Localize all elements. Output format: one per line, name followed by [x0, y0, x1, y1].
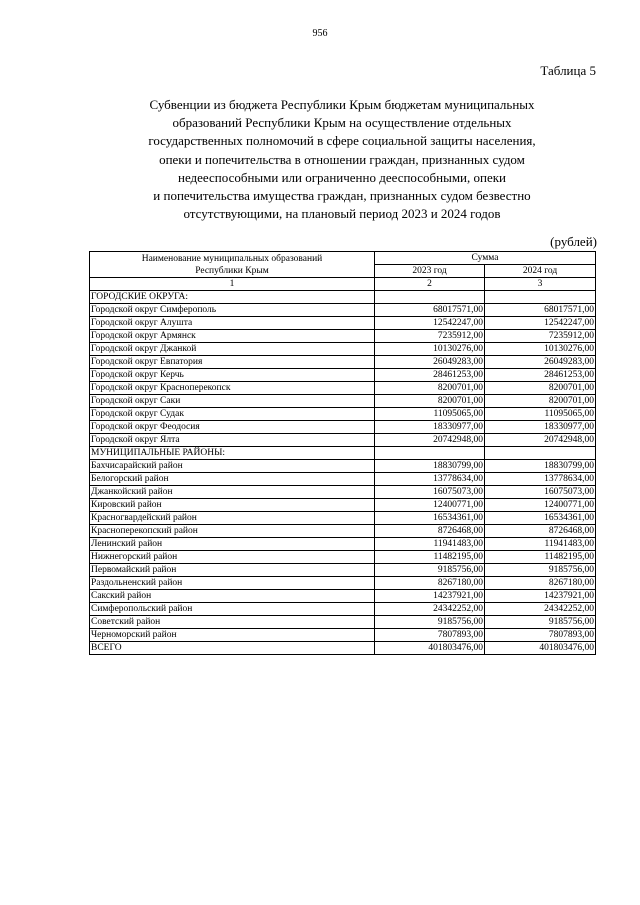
- row-2023-cell: 11482195,00: [375, 551, 485, 564]
- row-2023-cell: 7235912,00: [375, 330, 485, 343]
- title-line: образований Республики Крым на осуществление отдельных: [172, 115, 512, 131]
- row-2023-cell: 18830799,00: [375, 460, 485, 473]
- row-2023-cell: 16534361,00: [375, 512, 485, 525]
- row-name-cell: Городской округ Симферополь: [90, 304, 375, 317]
- row-2024-cell: 14237921,00: [485, 590, 596, 603]
- table-row: [90, 473, 596, 486]
- row-name-cell: Городской округ Феодосия: [90, 421, 375, 434]
- table-row: [90, 369, 596, 382]
- row-name-cell: Черноморский район: [90, 629, 375, 642]
- row-name-cell: Городской округ Армянск: [90, 330, 375, 343]
- row-2023-cell: 11095065,00: [375, 408, 485, 421]
- row-name-cell: Городской округ Ялта: [90, 434, 375, 447]
- row-2023-cell: 10130276,00: [375, 343, 485, 356]
- section-row: [90, 447, 596, 460]
- table-row: [90, 304, 596, 317]
- section-row: [90, 291, 596, 304]
- row-2023-cell: 24342252,00: [375, 603, 485, 616]
- row-2024-cell: 8200701,00: [485, 382, 596, 395]
- table-body: [90, 291, 596, 655]
- page-number: 956: [312, 28, 328, 39]
- row-2024-cell: 401803476,00: [485, 642, 596, 655]
- header-col-number: 2: [375, 278, 485, 291]
- table-row: [90, 499, 596, 512]
- row-2023-cell: 68017571,00: [375, 304, 485, 317]
- row-2024-cell: 68017571,00: [485, 304, 596, 317]
- table-row: [90, 486, 596, 499]
- section-urban-label: ГОРОДСКИЕ ОКРУГА:: [90, 291, 375, 304]
- table-row: [90, 460, 596, 473]
- row-2024-cell: 10130276,00: [485, 343, 596, 356]
- row-2023-cell: 14237921,00: [375, 590, 485, 603]
- row-2023-cell: 20742948,00: [375, 434, 485, 447]
- row-name-cell: Городской округ Джанкой: [90, 343, 375, 356]
- section-districts-label: МУНИЦИПАЛЬНЫЕ РАЙОНЫ:: [90, 447, 375, 460]
- header-sum: Сумма: [375, 252, 596, 265]
- row-2024-cell: 7807893,00: [485, 629, 596, 642]
- row-2024-cell: 11095065,00: [485, 408, 596, 421]
- row-name-cell: Раздольненский район: [90, 577, 375, 590]
- table-label: Таблица 5: [540, 63, 596, 78]
- total-row: [90, 642, 596, 655]
- row-name-cell: Городской округ Саки: [90, 395, 375, 408]
- title-line: государственных полномочий в сфере социальной защиты населения,: [148, 133, 536, 149]
- row-2024-cell: 8200701,00: [485, 395, 596, 408]
- row-name-cell: Симферопольский район: [90, 603, 375, 616]
- row-name-cell: Городской округ Судак: [90, 408, 375, 421]
- row-2023-cell: 8726468,00: [375, 525, 485, 538]
- header-name-cell: [90, 252, 375, 278]
- header-name-line2: Республики Крым: [195, 265, 269, 276]
- row-2023-cell: 7807893,00: [375, 629, 485, 642]
- table-row: [90, 538, 596, 551]
- row-2024-cell: 28461253,00: [485, 369, 596, 382]
- header-col-number: 1: [90, 278, 375, 291]
- table-row: [90, 577, 596, 590]
- table-row: [90, 408, 596, 421]
- table-row: [90, 317, 596, 330]
- row-2024-cell: 7235912,00: [485, 330, 596, 343]
- row-name-cell: Городской округ Керчь: [90, 369, 375, 382]
- row-2023-cell: 13778634,00: [375, 473, 485, 486]
- row-2024-cell: 12542247,00: [485, 317, 596, 330]
- row-name-cell: Сакский район: [90, 590, 375, 603]
- header-col-number: 3: [485, 278, 596, 291]
- table-row: [90, 512, 596, 525]
- row-name-cell: Советский район: [90, 616, 375, 629]
- table-row: [90, 564, 596, 577]
- title-line: и попечительства имущества граждан, признанных судом безвестно: [153, 188, 531, 204]
- table-row: [90, 382, 596, 395]
- table-row: [90, 603, 596, 616]
- header-year-2023: 2023 год: [375, 265, 485, 278]
- row-2024-cell: 11482195,00: [485, 551, 596, 564]
- row-2023-cell: 11941483,00: [375, 538, 485, 551]
- row-2024-cell: 11941483,00: [485, 538, 596, 551]
- row-2024-cell: 9185756,00: [485, 616, 596, 629]
- table-row: [90, 356, 596, 369]
- table-row: [90, 330, 596, 343]
- row-2024-cell: 26049283,00: [485, 356, 596, 369]
- row-2024-cell: 8726468,00: [485, 525, 596, 538]
- row-2024-cell: 18330977,00: [485, 421, 596, 434]
- row-name-cell: Городской округ Алушта: [90, 317, 375, 330]
- row-name-cell: Красногвардейский район: [90, 512, 375, 525]
- row-2023-cell: 12542247,00: [375, 317, 485, 330]
- table-row: [90, 525, 596, 538]
- row-2024-cell: 9185756,00: [485, 564, 596, 577]
- table-row: [90, 434, 596, 447]
- row-2023-cell: 16075073,00: [375, 486, 485, 499]
- table-row: [90, 629, 596, 642]
- row-2023-cell: 9185756,00: [375, 616, 485, 629]
- row-2023-cell: 28461253,00: [375, 369, 485, 382]
- row-2024-cell: 12400771,00: [485, 499, 596, 512]
- row-name-cell: Городской округ Евпатория: [90, 356, 375, 369]
- table-row: [90, 590, 596, 603]
- row-2023-cell: 12400771,00: [375, 499, 485, 512]
- table-row: [90, 395, 596, 408]
- title-line: Субвенции из бюджета Республики Крым бюджетам муниципальных: [149, 97, 535, 112]
- row-name-cell: Кировский район: [90, 499, 375, 512]
- table-row: [90, 421, 596, 434]
- row-name-cell: Городской округ Красноперекопск: [90, 382, 375, 395]
- row-name-cell: ВСЕГО: [90, 642, 375, 655]
- row-name-cell: Ленинский район: [90, 538, 375, 551]
- subvention-table: [89, 251, 596, 655]
- document-title: [90, 96, 594, 223]
- row-2024-cell: 16075073,00: [485, 486, 596, 499]
- row-name-cell: Первомайский район: [90, 564, 375, 577]
- table-row: [90, 343, 596, 356]
- row-2024-cell: 20742948,00: [485, 434, 596, 447]
- row-2023-cell: 18330977,00: [375, 421, 485, 434]
- table-row: [90, 551, 596, 564]
- row-2023-cell: 9185756,00: [375, 564, 485, 577]
- row-2023-cell: 8200701,00: [375, 395, 485, 408]
- row-2023-cell: 8267180,00: [375, 577, 485, 590]
- header-name-line1: Наименование муниципальных образований: [141, 253, 323, 264]
- row-name-cell: Джанкойский район: [90, 486, 375, 499]
- row-name-cell: Бахчисарайский район: [90, 460, 375, 473]
- row-2024-cell: 13778634,00: [485, 473, 596, 486]
- header-year-2024: 2024 год: [485, 265, 596, 278]
- row-2024-cell: 16534361,00: [485, 512, 596, 525]
- row-2023-cell: 401803476,00: [375, 642, 485, 655]
- row-2024-cell: 18830799,00: [485, 460, 596, 473]
- row-name-cell: Красноперекопский район: [90, 525, 375, 538]
- row-name-cell: Нижнегорский район: [90, 551, 375, 564]
- row-2023-cell: 8200701,00: [375, 382, 485, 395]
- row-name-cell: Белогорский район: [90, 473, 375, 486]
- row-2024-cell: 8267180,00: [485, 577, 596, 590]
- table-row: [90, 616, 596, 629]
- row-2024-cell: 24342252,00: [485, 603, 596, 616]
- title-line: недееспособными или ограниченно дееспособными, опеки: [177, 169, 507, 185]
- row-2023-cell: 26049283,00: [375, 356, 485, 369]
- units-label: (рублей): [550, 234, 597, 249]
- title-line: отсутствующими, на плановый период 2023 и 2024 годов: [183, 206, 501, 222]
- title-line: опеки и попечительства в отношении граждан, признанных судом: [159, 151, 525, 167]
